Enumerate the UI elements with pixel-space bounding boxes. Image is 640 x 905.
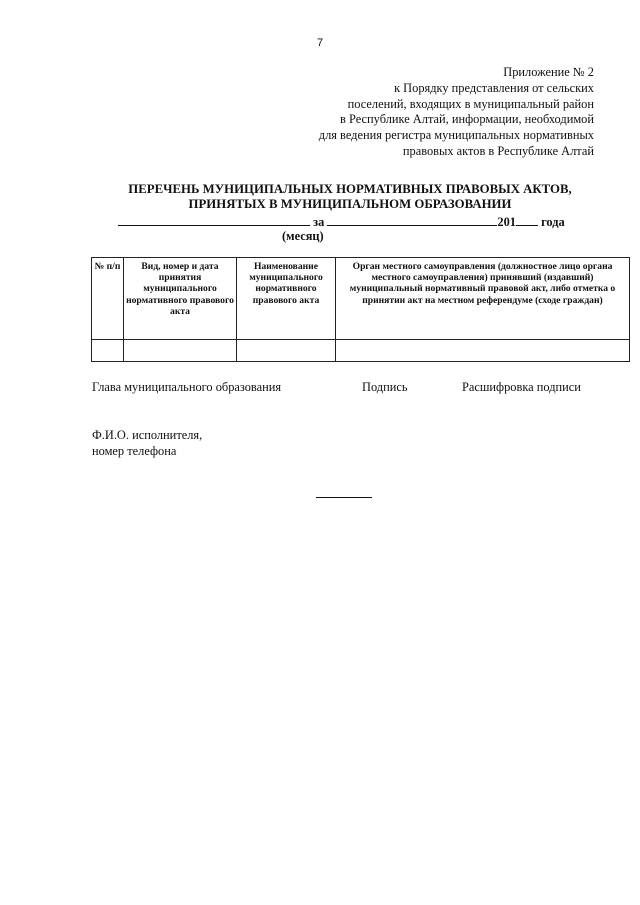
- table-cell[interactable]: [237, 340, 336, 362]
- year-blank[interactable]: [516, 213, 538, 226]
- municipality-period-line: [118, 213, 588, 230]
- month-blank[interactable]: [327, 213, 497, 226]
- document-title-line: ПЕРЕЧЕНЬ МУНИЦИПАЛЬНЫХ НОРМАТИВНЫХ ПРАВОВЫХ АКТОВ,: [128, 182, 572, 196]
- municipality-name-blank[interactable]: [118, 213, 310, 226]
- appendix-line: для ведения регистра муниципальных нормативных: [318, 128, 594, 143]
- month-caption: (месяц): [282, 229, 324, 243]
- document-title: [60, 182, 640, 211]
- appendix-note: [274, 65, 594, 160]
- head-of-municipality-label: Глава муниципального образования: [92, 380, 282, 394]
- year-prefix: 201: [497, 215, 516, 229]
- year-word: года: [541, 215, 565, 229]
- appendix-line: к Порядку представления от сельских: [394, 80, 594, 95]
- page-number: 7: [316, 37, 324, 49]
- table-row: [92, 340, 630, 362]
- executor-block: [92, 428, 202, 459]
- appendix-line: в Республике Алтай, информации, необходимой: [340, 112, 594, 127]
- signature-label: Подпись: [362, 380, 408, 394]
- table-cell[interactable]: [336, 340, 630, 362]
- column-header-title: Наименование муниципального нормативного правового акта: [237, 258, 336, 340]
- executor-name-label: Ф.И.О. исполнителя,: [92, 428, 203, 442]
- appendix-line: Приложение № 2: [503, 65, 594, 79]
- column-header-number: № п/п: [92, 258, 124, 340]
- signature-decode-label: Расшифровка подписи: [462, 380, 581, 394]
- executor-phone-label: номер телефона: [92, 443, 177, 458]
- table-header-row: [92, 258, 630, 340]
- document-title-line: ПРИНЯТЫХ В МУНИЦИПАЛЬНОМ ОБРАЗОВАНИИ: [188, 196, 512, 211]
- end-divider: [316, 497, 372, 498]
- acts-table: [91, 257, 630, 362]
- appendix-line: поселений, входящих в муниципальный район: [347, 96, 594, 111]
- column-header-authority: Орган местного самоуправления (должностное лицо органа местного самоуправления) принявший (издавший) муниципальный нормативный правовой акт, либо отметка о принятии акт на местном референдуме (сходе граждан): [336, 258, 630, 340]
- table-cell[interactable]: [124, 340, 237, 362]
- column-header-type-number-date: Вид, номер и дата принятия муниципального нормативного правового акта: [124, 258, 237, 340]
- table-cell[interactable]: [92, 340, 124, 362]
- za-label: за: [313, 215, 325, 229]
- appendix-line: правовых актов в Республике Алтай: [402, 143, 594, 158]
